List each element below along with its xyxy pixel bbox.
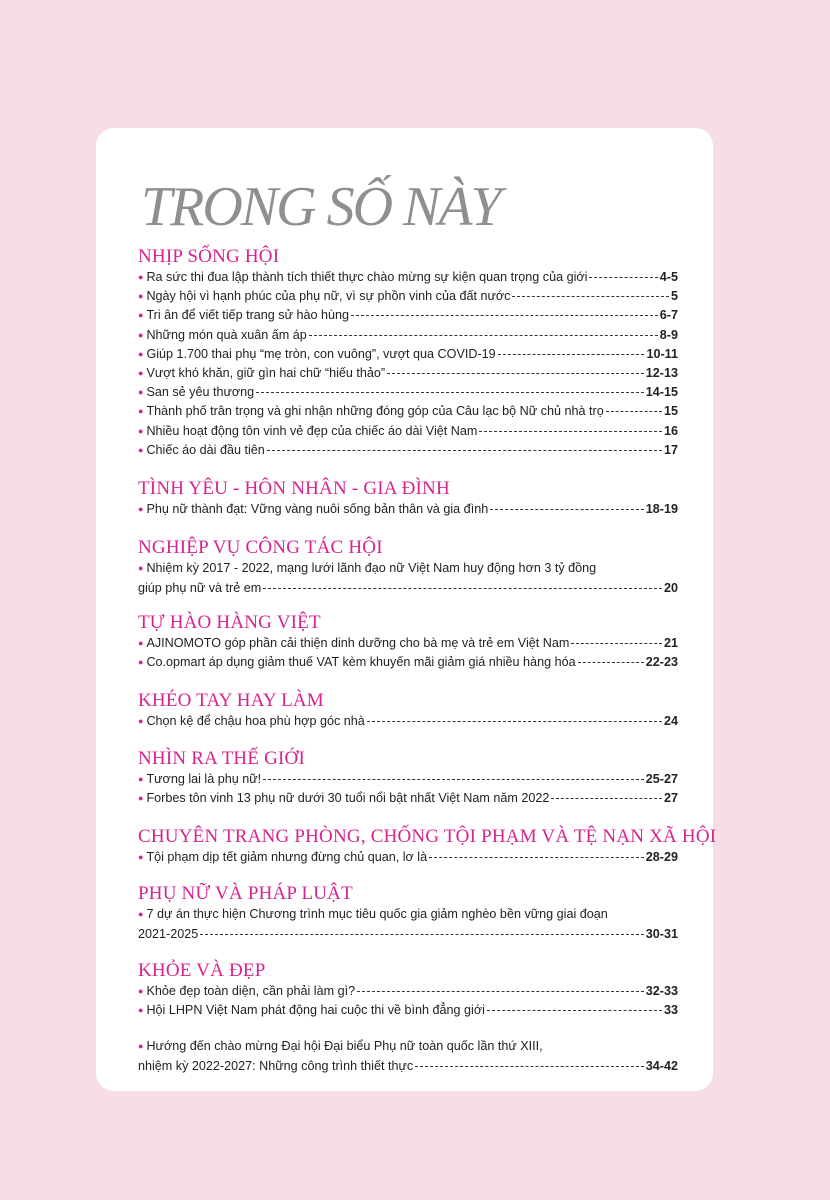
entry-title-line: 2021-2025 [138, 927, 199, 942]
entry-title: Tương lai là phụ nữ! [146, 772, 262, 786]
entry-title: Tội phạm dịp tết giảm nhưng đừng chủ quan, lơ là [146, 850, 428, 864]
entry-title-line: 7 dự án thực hiện Chương trình mục tiêu quốc gia giảm nghèo bền vững giai đoạn [146, 907, 608, 921]
toc-entry[interactable] [138, 905, 678, 944]
toc-section [138, 826, 717, 867]
entry-title-line: Hướng đến chào mừng Đại hội Đại biểu Phụ nữ toàn quốc lần thứ XIII, [146, 1039, 543, 1053]
toc-entry[interactable] [138, 559, 678, 598]
bullet-icon: ● [138, 348, 144, 359]
page-number: 30-31 [645, 927, 678, 942]
page-number: 33 [663, 1003, 678, 1018]
section-heading: KHÉO TAY HAY LÀM [138, 690, 324, 711]
entry-title: Forbes tôn vinh 13 phụ nữ dưới 30 tuổi nổi bật nhất Việt Nam năm 2022 [146, 791, 550, 806]
leader-dots [351, 314, 658, 316]
toc-entry[interactable] [138, 268, 678, 287]
bullet-icon: ● [138, 504, 144, 514]
bullet-icon: ● [138, 444, 144, 455]
leader-dots [589, 276, 657, 278]
toc-entry[interactable] [138, 364, 678, 383]
section-heading: NGHIỆP VỤ CÔNG TÁC HỘI [138, 537, 383, 558]
leader-dots [606, 410, 662, 412]
page-number: 32-33 [645, 984, 678, 998]
page-number: 20 [663, 581, 678, 596]
section-heading: KHỎE VÀ ĐẸP [138, 960, 266, 981]
bullet-icon: ● [138, 1041, 144, 1051]
entry-title: Tri ân để viết tiếp trang sử hào hùng [146, 308, 350, 323]
toc-entry[interactable] [138, 306, 678, 325]
entry-title: Chọn kệ để chậu hoa phù hợp góc nhà [146, 714, 365, 728]
entry-title: Ra sức thi đua lập thành tích thiết thực chào mừng sự kiện quan trọng của giới [146, 270, 588, 284]
entry-title-line: nhiệm kỳ 2022-2027: Những công trình thiết thực [138, 1059, 414, 1074]
leader-dots [487, 1009, 662, 1011]
leader-dots [309, 334, 658, 336]
bullet-icon: ● [138, 563, 144, 573]
bullet-icon: ● [138, 310, 144, 321]
entry-title-line: giúp phụ nữ và trẻ em [138, 581, 262, 596]
page-number: 24 [663, 714, 678, 728]
section-heading: CHUYÊN TRANG PHÒNG, CHỐNG TỘI PHẠM VÀ TỆ NẠN XÃ HỘI [138, 826, 717, 847]
toc-section [138, 478, 678, 519]
bullet-icon: ● [138, 329, 144, 340]
toc-entry[interactable] [138, 326, 678, 345]
leader-dots [551, 797, 662, 799]
bullet-icon: ● [138, 406, 144, 417]
toc-section [138, 748, 678, 808]
leader-dots [479, 430, 662, 432]
bullet-icon: ● [138, 716, 144, 726]
bullet-icon: ● [138, 909, 144, 919]
leader-dots [267, 449, 662, 451]
bullet-icon: ● [138, 986, 144, 996]
entry-title: Khỏe đẹp toàn diện, cần phải làm gì? [146, 984, 356, 998]
toc-section [138, 612, 678, 672]
toc-entry[interactable] [138, 1037, 678, 1076]
entry-title: Co.opmart áp dụng giảm thuế VAT kèm khuyến mãi giảm giá nhiều hàng hóa [146, 655, 576, 670]
leader-dots [357, 990, 644, 992]
leader-dots [200, 933, 644, 935]
bullet-icon: ● [138, 425, 144, 436]
toc-entry[interactable] [138, 441, 678, 460]
bullet-icon: ● [138, 852, 144, 862]
leader-dots [387, 372, 644, 374]
toc-entry[interactable] [138, 634, 678, 653]
toc-section [138, 960, 678, 1020]
toc-entry[interactable] [138, 402, 678, 421]
page-number: 6-7 [659, 308, 678, 323]
entry-title-line: Nhiệm kỳ 2017 - 2022, mạng lưới lãnh đạo nữ Việt Nam huy động hơn 3 tỷ đồng [146, 561, 597, 575]
section-heading: NHÌN RA THẾ GIỚI [138, 748, 305, 769]
page-number: 5 [670, 289, 678, 304]
toc-entry[interactable] [138, 712, 678, 731]
toc-entry[interactable] [138, 848, 678, 867]
leader-dots [578, 661, 644, 663]
toc-section [138, 246, 678, 460]
toc-section [138, 537, 678, 598]
page-number: 12-13 [645, 365, 678, 380]
page-number: 25-27 [645, 772, 678, 786]
toc-section [138, 1037, 678, 1076]
page-number: 21 [663, 636, 678, 650]
page-number: 4-5 [659, 270, 678, 284]
page-number: 34-42 [645, 1059, 678, 1074]
section-heading: TỰ HÀO HÀNG VIỆT [138, 612, 321, 633]
page-number: 27 [663, 791, 678, 806]
toc-entry[interactable] [138, 422, 678, 441]
bullet-icon: ● [138, 793, 144, 804]
leader-dots [429, 856, 644, 858]
entry-title: AJINOMOTO góp phần cải thiện dinh dưỡng cho bà mẹ và trẻ em Việt Nam [146, 636, 570, 650]
toc-entry[interactable] [138, 383, 678, 402]
toc-entry[interactable] [138, 982, 678, 1001]
toc-entry[interactable] [138, 653, 678, 672]
entry-title: Vượt khó khăn, giữ gìn hai chữ “hiếu thảo” [146, 365, 386, 380]
page-number: 28-29 [645, 850, 678, 864]
toc-section [138, 883, 678, 944]
entry-title: Chiếc áo dài đầu tiên [146, 442, 265, 457]
leader-dots [263, 778, 644, 780]
leader-dots [490, 508, 644, 510]
page-number: 14-15 [645, 385, 678, 400]
page-number: 15 [663, 404, 678, 419]
toc-entry[interactable] [138, 770, 678, 789]
entry-title: Nhiều hoạt động tôn vinh vẻ đẹp của chiếc áo dài Việt Nam [146, 423, 478, 438]
section-heading: TÌNH YÊU - HÔN NHÂN - GIA ĐÌNH [138, 478, 450, 499]
section-heading: PHỤ NỮ VÀ PHÁP LUẬT [138, 883, 353, 904]
toc-entry[interactable] [138, 1001, 678, 1020]
page-number: 17 [663, 442, 678, 457]
entry-title: Phụ nữ thành đạt: Vững vàng nuôi sống bản thân và gia đình [146, 502, 489, 516]
section-heading: NHỊP SỐNG HỘI [138, 246, 280, 267]
page-title: TRONG SỐ NÀY [141, 176, 500, 238]
entry-title: Giúp 1.700 thai phụ “mẹ tròn, con vuông”, vượt qua COVID-19 [146, 346, 496, 361]
leader-dots [256, 391, 644, 393]
toc-section [138, 690, 678, 731]
page-number: 22-23 [645, 655, 678, 670]
entry-title: Những món quà xuân ấm áp [146, 327, 307, 342]
entry-title: San sẻ yêu thương [146, 385, 255, 400]
entry-title: Thành phố trân trọng và ghi nhận những đóng góp của Câu lạc bộ Nữ chủ nhà trọ [146, 404, 604, 419]
toc-entry[interactable] [138, 500, 678, 519]
bullet-icon: ● [138, 291, 144, 302]
leader-dots [498, 353, 645, 355]
bullet-icon: ● [138, 387, 144, 398]
page-number: 18-19 [645, 502, 678, 516]
toc-entry[interactable] [138, 345, 678, 364]
toc-entry[interactable] [138, 287, 678, 306]
bullet-icon: ● [138, 272, 144, 282]
bullet-icon: ● [138, 657, 144, 668]
leader-dots [571, 642, 662, 644]
leader-dots [415, 1065, 644, 1067]
page-number: 10-11 [646, 346, 678, 361]
leader-dots [512, 295, 669, 297]
page-number: 8-9 [659, 327, 678, 342]
bullet-icon: ● [138, 1005, 144, 1016]
entry-title: Hội LHPN Việt Nam phát động hai cuộc thi về bình đẳng giới [146, 1003, 485, 1018]
bullet-icon: ● [138, 367, 144, 378]
toc-entry[interactable] [138, 789, 678, 808]
entry-title: Ngày hội vì hạnh phúc của phụ nữ, vì sự phồn vinh của đất nước [146, 289, 511, 304]
bullet-icon: ● [138, 638, 144, 648]
leader-dots [263, 587, 662, 589]
leader-dots [367, 720, 662, 722]
bullet-icon: ● [138, 774, 144, 784]
page-number: 16 [663, 423, 678, 438]
